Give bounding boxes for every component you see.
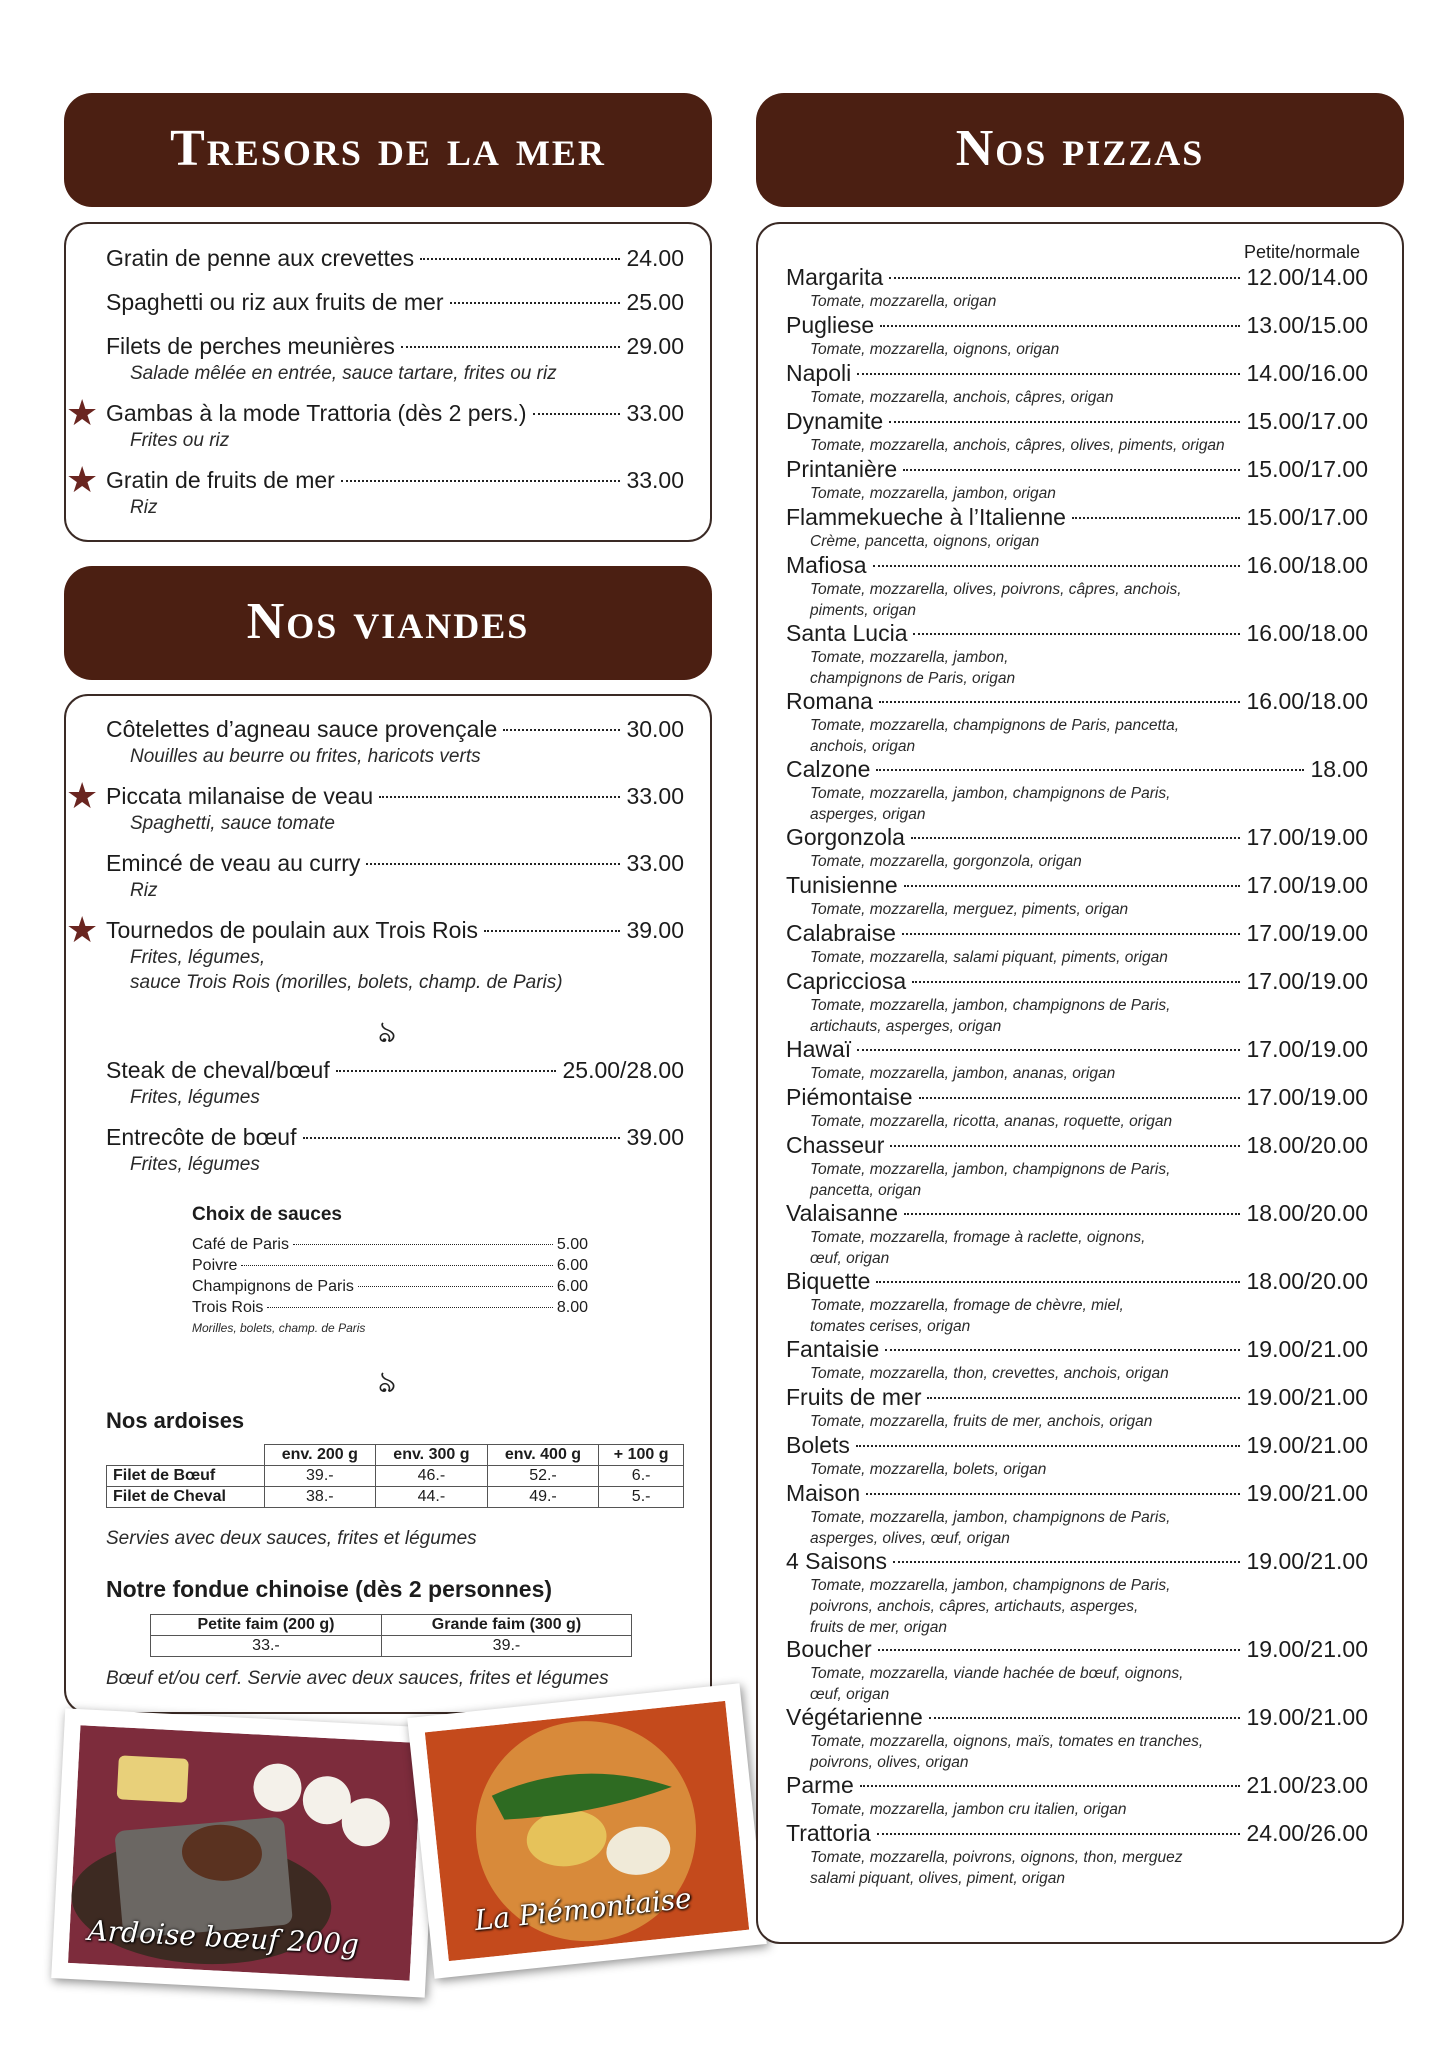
pizza-price: 17.00/19.00 <box>1246 968 1368 994</box>
pizza-price: 19.00/21.00 <box>1246 1480 1368 1506</box>
viande-item: Entrecôte de bœuf 39.00 Frites, légumes <box>106 1124 684 1175</box>
pizza-ingredients: asperges, olives, œuf, origan <box>810 1530 1010 1547</box>
pizza-price: 21.00/23.00 <box>1246 1772 1368 1798</box>
table-row: 33.- 39.- <box>151 1636 632 1657</box>
pizza-item <box>786 1268 1368 1337</box>
pizza-name: Calabraise <box>786 920 896 946</box>
pizza-ingredients: Tomate, mozzarella, bolets, origan <box>810 1461 1047 1478</box>
pizza-ingredients: salami piquant, olives, piment, origan <box>810 1870 1066 1887</box>
pizza-name: Romana <box>786 688 873 714</box>
pizza-ingredients: Tomate, mozzarella, anchois, câpres, origan <box>810 389 1114 406</box>
pizza-price: 17.00/19.00 <box>1246 920 1368 946</box>
pizza-ingredients: œuf, origan <box>810 1686 890 1703</box>
pizza-price: 17.00/19.00 <box>1246 1036 1368 1062</box>
pizza-item <box>786 824 1368 872</box>
pizza-ingredients: Tomate, mozzarella, jambon, champignons de Paris, <box>810 997 1171 1014</box>
viande-item: Piccata milanaise de veau 33.00 Spaghetti, sauce tomate <box>106 783 684 834</box>
pizza-name: Piémontaise <box>786 1084 913 1110</box>
photo-piemontaise <box>407 1683 767 1978</box>
pizza-price: 18.00/20.00 <box>1246 1132 1368 1158</box>
pizza-item <box>786 264 1368 312</box>
pizza-ingredients: Tomate, mozzarella, jambon, champignons de Paris, <box>810 1577 1171 1594</box>
pizza-item <box>786 1480 1368 1549</box>
mer-item: Gratin de fruits de mer 33.00 Riz <box>106 467 684 518</box>
pizza-name: Pugliese <box>786 312 875 338</box>
pizza-ingredients: Tomate, mozzarella, oignons, origan <box>810 341 1060 358</box>
pizza-price: 16.00/18.00 <box>1246 620 1368 646</box>
pizza-ingredients: Tomate, mozzarella, oignons, maïs, tomates en tranches, <box>810 1733 1204 1750</box>
pizza-ingredients: Tomate, mozzarella, jambon, champignons de Paris, <box>810 785 1171 802</box>
pizza-item <box>786 1704 1368 1773</box>
pizzas-title: Nos pizzas <box>955 120 1205 177</box>
pizza-ingredients: Tomate, mozzarella, viande hachée de bœuf, oignons, <box>810 1665 1184 1682</box>
pizza-name: Trattoria <box>786 1820 871 1846</box>
viandes-banner <box>64 566 712 680</box>
viande-item: Emincé de veau au curry 33.00 Riz <box>106 850 684 901</box>
mer-item: Gratin de penne aux crevettes 24.00 <box>106 245 684 271</box>
mer-banner <box>64 93 712 207</box>
mer-item: Spaghetti ou riz aux fruits de mer 25.00 <box>106 289 684 315</box>
viande-item: Tournedos de poulain aux Trois Rois 39.00 Frites, légumes, sauce Trois Rois (morilles, bolets, champ. de Paris) <box>106 917 684 993</box>
pizza-ingredients: Tomate, mozzarella, jambon, <box>810 649 1009 666</box>
pizza-ingredients: poivrons, olives, origan <box>810 1754 969 1771</box>
pizza-price: 18.00/20.00 <box>1246 1200 1368 1226</box>
pizza-name: Bolets <box>786 1432 850 1458</box>
ornament-divider: ঌ <box>378 1366 397 1399</box>
sauce-item: Café de Paris 5.00 <box>192 1236 588 1253</box>
pizza-ingredients: Tomate, mozzarella, fromage de chèvre, miel, <box>810 1297 1124 1314</box>
pizza-ingredients: Tomate, mozzarella, jambon cru italien, origan <box>810 1801 1127 1818</box>
pizza-ingredients: œuf, origan <box>810 1250 890 1267</box>
star-icon: ★ <box>66 775 99 816</box>
photo-caption: Ardoise bœuf 200g <box>86 1913 360 1962</box>
mer-title: Tresors de la mer <box>170 120 606 177</box>
sauces-title: Choix de sauces <box>192 1204 342 1225</box>
pizza-ingredients: Tomate, mozzarella, merguez, piments, origan <box>810 901 1129 918</box>
pizza-ingredients: Tomate, mozzarella, olives, poivrons, câpres, anchois, <box>810 581 1182 598</box>
pizza-ingredients: piments, origan <box>810 602 916 619</box>
mer-item: Gambas à la mode Trattoria (dès 2 pers.) 33.00 Frites ou riz <box>106 400 684 451</box>
mer-item: Filets de perches meunières 29.00 Salade mêlée en entrée, sauce tartare, frites ou riz <box>106 333 684 384</box>
pizza-ingredients: Tomate, mozzarella, jambon, origan <box>810 485 1056 502</box>
pizza-price: 18.00/20.00 <box>1246 1268 1368 1294</box>
pizza-item <box>786 1820 1368 1889</box>
pizza-name: Mafiosa <box>786 552 867 578</box>
star-icon: ★ <box>66 459 99 500</box>
pizza-price: 24.00/26.00 <box>1246 1820 1368 1846</box>
pizza-price: 14.00/16.00 <box>1246 360 1368 386</box>
table-row: Filet de Bœuf 39.- 46.- 52.- 6.- <box>107 1466 684 1487</box>
viandes-panel <box>64 694 712 1714</box>
pizza-ingredients: Tomate, mozzarella, poivrons, oignons, thon, merguez <box>810 1849 1183 1866</box>
fondue-table: Petite faim (200 g) Grande faim (300 g) 33.- 39.- <box>150 1614 632 1657</box>
pizza-price: 17.00/19.00 <box>1246 824 1368 850</box>
sauce-item: Trois Rois 8.00 <box>192 1299 588 1316</box>
pizza-name: Fantaisie <box>786 1336 880 1362</box>
pizza-ingredients: Tomate, mozzarella, champignons de Paris, pancetta, <box>810 717 1180 734</box>
pizza-price: 15.00/17.00 <box>1246 408 1368 434</box>
pizza-ingredients: Tomate, mozzarella, jambon, champignons de Paris, <box>810 1509 1171 1526</box>
pizza-name: 4 Saisons <box>786 1548 888 1574</box>
pizza-item <box>786 552 1368 621</box>
pizza-price: 19.00/21.00 <box>1246 1548 1368 1574</box>
ardoises-title: Nos ardoises <box>106 1408 245 1433</box>
pizza-item <box>786 1548 1368 1638</box>
pizza-item <box>786 968 1368 1037</box>
pizza-ingredients: artichauts, asperges, origan <box>810 1018 1002 1035</box>
pizza-ingredients: fruits de mer, origan <box>810 1619 947 1636</box>
photo-caption: La Piémontaise <box>473 1881 694 1938</box>
pizza-name: Gorgonzola <box>786 824 905 850</box>
pizza-ingredients: Tomate, mozzarella, gorgonzola, origan <box>810 853 1082 870</box>
viandes-title: Nos viandes <box>246 593 530 650</box>
pizza-ingredients: Crème, pancetta, oignons, origan <box>810 533 1040 550</box>
pizza-item <box>786 688 1368 757</box>
ornament-divider: ঌ <box>378 1016 397 1049</box>
pizza-price: 19.00/21.00 <box>1246 1704 1368 1730</box>
fondue-note: Bœuf et/ou cerf. Servie avec deux sauces, frites et légumes <box>106 1668 609 1689</box>
pizza-name: Parme <box>786 1772 854 1798</box>
ardoises-note: Servies avec deux sauces, frites et légumes <box>106 1528 477 1549</box>
pizza-item <box>786 756 1368 825</box>
pizza-ingredients: Tomate, mozzarella, thon, crevettes, anchois, origan <box>810 1365 1169 1382</box>
pizza-item <box>786 504 1368 552</box>
pizza-name: Calzone <box>786 756 871 782</box>
pizza-price: 19.00/21.00 <box>1246 1636 1368 1662</box>
sauces-note: Morilles, bolets, champ. de Paris <box>192 1321 366 1335</box>
pizza-price: 19.00/21.00 <box>1246 1336 1368 1362</box>
pizza-name: Capricciosa <box>786 968 907 994</box>
pizza-ingredients: Tomate, mozzarella, fromage à raclette, oignons, <box>810 1229 1146 1246</box>
pizza-item <box>786 1336 1368 1384</box>
viande-item: Steak de cheval/bœuf 25.00/28.00 Frites, légumes <box>106 1057 684 1108</box>
pizza-item <box>786 1772 1368 1820</box>
pizza-name: Dynamite <box>786 408 884 434</box>
pizzas-size-header: Petite/normale <box>1243 242 1360 262</box>
pizza-item <box>786 1084 1368 1132</box>
ardoises-table: env. 200 g env. 300 g env. 400 g + 100 g Filet de Bœuf 39.- 46.- 52.- 6.- Filet de Cheval 38.- 44.- 49.- 5.- <box>106 1444 684 1508</box>
pizza-ingredients: Tomate, mozzarella, ricotta, ananas, roquette, origan <box>810 1113 1173 1130</box>
pizza-item <box>786 312 1368 360</box>
pizza-item <box>786 872 1368 920</box>
table-row: Filet de Cheval 38.- 44.- 49.- 5.- <box>107 1487 684 1508</box>
pizza-name: Napoli <box>786 360 852 386</box>
pizza-item <box>786 360 1368 408</box>
pizza-item <box>786 408 1368 456</box>
star-icon: ★ <box>66 392 99 433</box>
pizza-price: 16.00/18.00 <box>1246 552 1368 578</box>
pizzas-banner <box>756 93 1404 207</box>
pizza-price: 15.00/17.00 <box>1246 504 1368 530</box>
pizza-price: 16.00/18.00 <box>1246 688 1368 714</box>
pizza-name: Chasseur <box>786 1132 885 1158</box>
pizza-ingredients: anchois, origan <box>810 738 916 755</box>
pizza-ingredients: asperges, origan <box>810 806 926 823</box>
pizza-price: 18.00 <box>1310 756 1368 782</box>
pizza-price: 12.00/14.00 <box>1246 264 1368 290</box>
pizza-name: Valaisanne <box>786 1200 899 1226</box>
pizza-item <box>786 1432 1368 1480</box>
photo-ardoise <box>51 1708 439 1997</box>
pizza-name: Fruits de mer <box>786 1384 922 1410</box>
pizza-ingredients: tomates cerises, origan <box>810 1318 971 1335</box>
fries <box>117 1755 189 1803</box>
pizza-item <box>786 1132 1368 1201</box>
pizza-ingredients: Tomate, mozzarella, origan <box>810 293 997 310</box>
pizza-price: 15.00/17.00 <box>1246 456 1368 482</box>
pizza-ingredients: champignons de Paris, origan <box>810 670 1016 687</box>
pizza-item <box>786 620 1368 689</box>
pizza-ingredients: Tomate, mozzarella, jambon, champignons de Paris, <box>810 1161 1171 1178</box>
fondue-title: Notre fondue chinoise (dès 2 personnes) <box>106 1576 553 1602</box>
sauce-item: Poivre 6.00 <box>192 1257 588 1274</box>
pizza-ingredients: Tomate, mozzarella, jambon, ananas, origan <box>810 1065 1116 1082</box>
pizza-price: 17.00/19.00 <box>1246 872 1368 898</box>
pizza-ingredients: pancetta, origan <box>810 1182 922 1199</box>
pizza-price: 19.00/21.00 <box>1246 1384 1368 1410</box>
pizza-name: Biquette <box>786 1268 871 1294</box>
pizza-name: Tunisienne <box>786 872 898 898</box>
pizza-item <box>786 1036 1368 1084</box>
pizza-name: Végétarienne <box>786 1704 923 1730</box>
pizza-name: Flammekueche à l’Italienne <box>786 504 1066 530</box>
sauce-item: Champignons de Paris 6.00 <box>192 1278 588 1295</box>
pizza-ingredients: poivrons, anchois, câpres, artichauts, asperges, <box>810 1598 1139 1615</box>
pizza-ingredients: Tomate, mozzarella, salami piquant, piments, origan <box>810 949 1168 966</box>
pizza-price: 19.00/21.00 <box>1246 1432 1368 1458</box>
pizza-name: Margarita <box>786 264 884 290</box>
pizza-name: Hawaï <box>786 1036 852 1062</box>
pizza-item <box>786 1384 1368 1432</box>
pizza-price: 17.00/19.00 <box>1246 1084 1368 1110</box>
pizza-item <box>786 1200 1368 1269</box>
pizza-ingredients: Tomate, mozzarella, fruits de mer, anchois, origan <box>810 1413 1153 1430</box>
pizza-item <box>786 920 1368 968</box>
pizza-name: Boucher <box>786 1636 872 1662</box>
pizza-name: Santa Lucia <box>786 620 908 646</box>
pizza-name: Maison <box>786 1480 861 1506</box>
star-icon: ★ <box>66 909 99 950</box>
pizza-item <box>786 1636 1368 1705</box>
pizza-ingredients: Tomate, mozzarella, anchois, câpres, olives, piments, origan <box>810 437 1225 454</box>
viande-item: Côtelettes d’agneau sauce provençale 30.00 Nouilles au beurre ou frites, haricots verts <box>106 716 684 767</box>
pizza-name: Printanière <box>786 456 898 482</box>
pizza-price: 13.00/15.00 <box>1246 312 1368 338</box>
pizza-item <box>786 456 1368 504</box>
